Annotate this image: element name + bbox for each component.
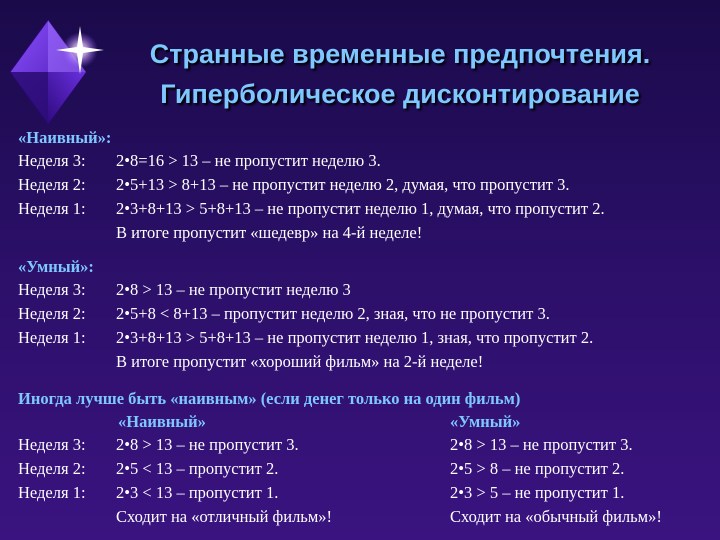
week-label bbox=[18, 221, 116, 245]
naive-row bbox=[18, 197, 718, 221]
naive-row bbox=[18, 149, 718, 173]
smart-cell: 2•8 > 13 – не пропустит 3. bbox=[450, 435, 633, 454]
col-smart-header: «Умный» bbox=[450, 412, 521, 431]
row-text: 2•8 > 13 – не пропустит неделю 3 bbox=[116, 280, 351, 299]
title-line-2: Гиперболическое дисконтирование bbox=[160, 79, 640, 109]
diamond-star-icon bbox=[8, 8, 108, 128]
smart-cell: 2•5 > 8 – не пропустит 2. bbox=[450, 459, 625, 478]
smart-row bbox=[18, 278, 718, 302]
row-text: 2•3+8+13 > 5+8+13 – не пропустит неделю 1, думая, что пропустит 2. bbox=[116, 199, 605, 218]
week-label: Неделя 1: bbox=[18, 483, 86, 502]
smart-cell: 2•3 > 5 – не пропустит 1. bbox=[450, 483, 625, 502]
row-text: 2•5+8 < 8+13 – пропустит неделю 2, зная, что не пропустит 3. bbox=[116, 304, 550, 323]
compare-row bbox=[18, 481, 718, 505]
smart-row bbox=[18, 326, 718, 350]
compare-row bbox=[18, 457, 718, 481]
naive-cell: 2•5 < 13 – пропустит 2. bbox=[116, 459, 279, 478]
naive-cell: Сходит на «отличный фильм»! bbox=[116, 507, 333, 526]
col-naive-header: «Наивный» bbox=[118, 412, 206, 431]
compare-header: Иногда лучше быть «наивным» (если денег только на один фильм) bbox=[18, 389, 521, 408]
week-label: Неделя 3: bbox=[18, 151, 86, 170]
naive-conclusion bbox=[18, 221, 718, 245]
slide-content bbox=[18, 126, 718, 529]
week-label bbox=[18, 350, 116, 374]
smart-cell: Сходит на «обычный фильм»! bbox=[450, 507, 662, 526]
row-text: 2•8=16 > 13 – не пропустит неделю 3. bbox=[116, 151, 381, 170]
compare-row bbox=[18, 433, 718, 457]
page-title bbox=[100, 34, 700, 114]
week-label: Неделя 1: bbox=[18, 328, 86, 347]
naive-cell: 2•8 > 13 – не пропустит 3. bbox=[116, 435, 299, 454]
naive-cell: 2•3 < 13 – пропустит 1. bbox=[116, 483, 279, 502]
row-text: 2•3+8+13 > 5+8+13 – не пропустит неделю 1, зная, что пропустит 2. bbox=[116, 328, 594, 347]
row-text: В итоге пропустит «хороший фильм» на 2-й неделе! bbox=[116, 352, 484, 371]
week-label: Неделя 3: bbox=[18, 435, 86, 454]
smart-header: «Умный»: bbox=[18, 257, 94, 276]
week-label: Неделя 2: bbox=[18, 304, 86, 323]
week-label bbox=[18, 505, 116, 529]
week-label: Неделя 1: bbox=[18, 199, 86, 218]
week-label: Неделя 3: bbox=[18, 280, 86, 299]
row-text: В итоге пропустит «шедевр» на 4-й неделе! bbox=[116, 223, 423, 242]
week-label: Неделя 2: bbox=[18, 459, 86, 478]
smart-conclusion bbox=[18, 350, 718, 374]
title-line-1: Странные временные предпочтения. bbox=[149, 39, 651, 69]
compare-conclusion bbox=[18, 505, 718, 529]
row-text: 2•5+13 > 8+13 – не пропустит неделю 2, думая, что пропустит 3. bbox=[116, 175, 570, 194]
naive-row bbox=[18, 173, 718, 197]
smart-row bbox=[18, 302, 718, 326]
week-label: Неделя 2: bbox=[18, 175, 86, 194]
naive-header: «Наивный»: bbox=[18, 128, 112, 147]
compare-column-headers bbox=[18, 410, 718, 433]
